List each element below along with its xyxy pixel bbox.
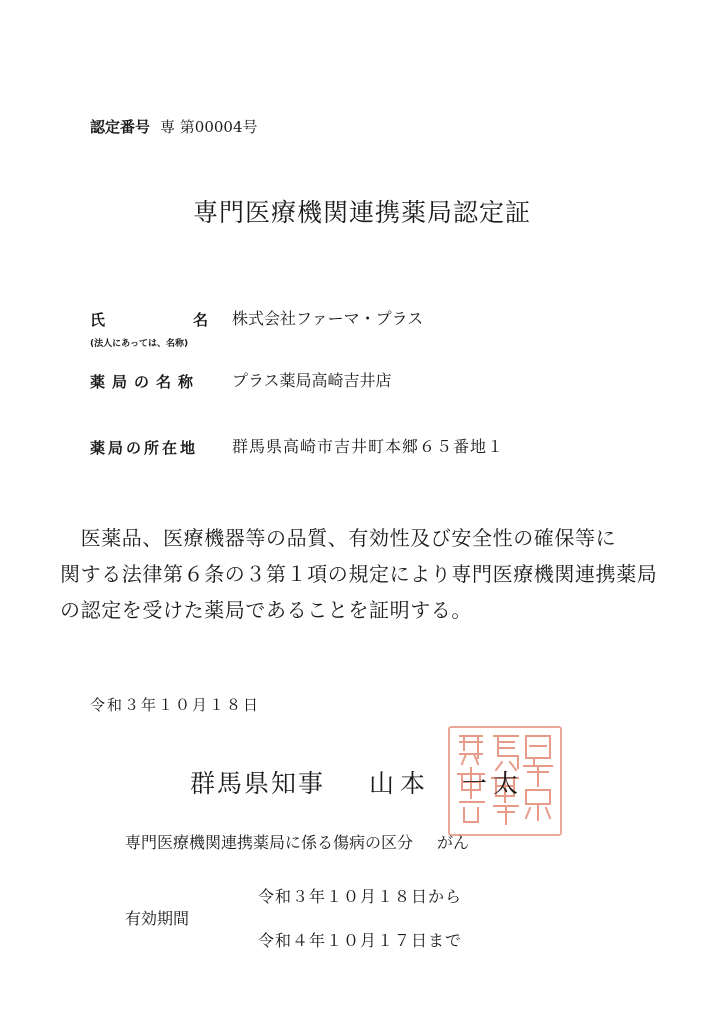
certificate-number: [90, 116, 258, 137]
issue-date: 令和３年１０月１８日: [90, 696, 261, 714]
disease-category-label: 専門医療機関連携薬局に係る傷病の区分: [125, 833, 414, 852]
validity-label: 有効期間: [125, 909, 190, 928]
certification-statement: [60, 520, 680, 628]
name-label-left: 氏: [90, 311, 106, 329]
issuer-title: 群馬県知事: [190, 769, 326, 798]
issuer-signature-line: [190, 764, 524, 800]
name-note: (法人にあっては、名称): [90, 339, 189, 349]
disease-category-value: がん: [437, 833, 470, 852]
validity-from: 令和３年１０月１８日から: [258, 887, 463, 906]
shop-name-label: 薬局の名称: [90, 373, 201, 391]
address-value: 群馬県高崎市吉井町本郷６５番地１: [232, 437, 505, 456]
statement-line-1: 医薬品、医療機器等の品質、有効性及び安全性の確保等に: [60, 526, 617, 550]
name-value: 株式会社ファーマ・プラス: [232, 309, 424, 328]
statement-line-3: の認定を受けた薬局であることを証明する。: [60, 598, 472, 622]
certificate-number-label: 認定番号: [90, 118, 151, 136]
issuer-name: 山本 一太: [369, 769, 525, 798]
name-label: [90, 309, 208, 327]
disease-category: [125, 830, 469, 853]
address-label: 薬局の所在地: [90, 439, 199, 457]
certificate-number-value: 専 第00004号: [160, 118, 258, 136]
validity-to: 令和４年１０月１７日まで: [258, 931, 463, 950]
name-label-right: 名: [192, 311, 208, 329]
shop-name-value: プラス薬局高崎吉井店: [232, 371, 392, 390]
statement-line-2: 関する法律第６条の３第１項の規定により専門医療機関連携薬局: [60, 562, 658, 586]
document-title: 専門医療機関連携薬局認定証: [192, 198, 531, 227]
